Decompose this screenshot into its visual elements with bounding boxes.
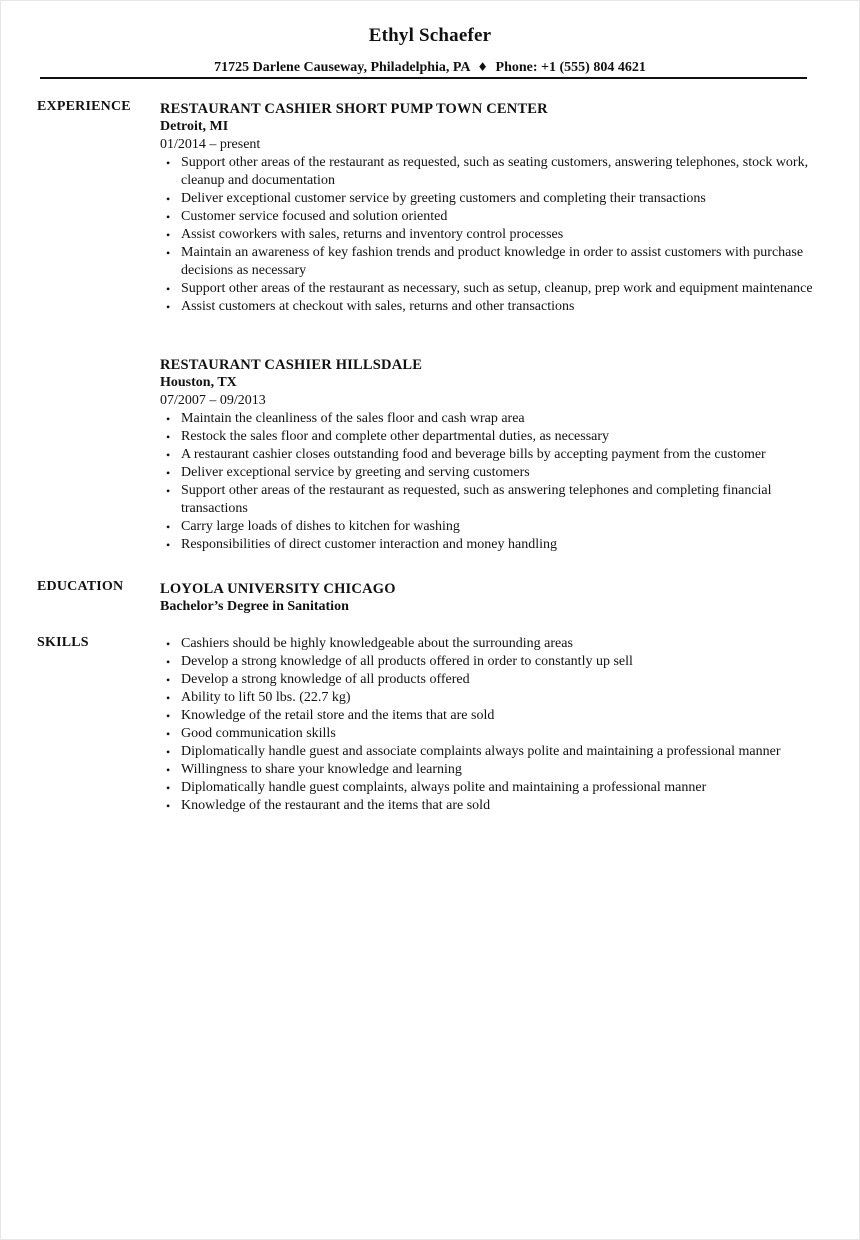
list-item: • Knowledge of the retail store and the items that are sold	[160, 707, 820, 725]
list-item: • Good communication skills	[160, 725, 820, 743]
contact-line	[1, 60, 859, 76]
skills-list	[160, 635, 820, 815]
list-item: • Diplomatically handle guest and associate complaints always polite and maintaining a professional manner	[160, 743, 820, 761]
list-item: • Ability to lift 50 lbs. (22.7 kg)	[160, 689, 820, 707]
list-item: • Cashiers should be highly knowledgeable about the surrounding areas	[160, 635, 820, 653]
school-name: LOYOLA UNIVERSITY CHICAGO	[160, 581, 396, 597]
list-item: • Carry large loads of dishes to kitchen for washing	[160, 518, 820, 536]
list-item: • Deliver exceptional service by greeting and serving customers	[160, 464, 820, 482]
job-bullets	[160, 410, 820, 554]
list-item: • Restock the sales floor and complete other departmental duties, as necessary	[160, 428, 820, 446]
list-item: • Develop a strong knowledge of all products offered in order to constantly up sell	[160, 653, 820, 671]
address: 71725 Darlene Causeway, Philadelphia, PA	[214, 60, 470, 75]
section-label-experience: EXPERIENCE	[37, 99, 131, 114]
list-item: • Responsibilities of direct customer interaction and money handling	[160, 536, 820, 554]
education-entry	[160, 580, 820, 616]
job-dates: 01/2014 – present	[160, 137, 261, 152]
job-entry	[160, 100, 820, 316]
job-entry	[160, 356, 820, 554]
job-title: RESTAURANT CASHIER HILLSDALE	[160, 357, 423, 373]
list-item: • Assist coworkers with sales, returns and inventory control processes	[160, 226, 820, 244]
phone: Phone: +1 (555) 804 4621	[495, 60, 646, 75]
list-item: • A restaurant cashier closes outstanding food and beverage bills by accepting payment from the customer	[160, 446, 820, 464]
job-title: RESTAURANT CASHIER SHORT PUMP TOWN CENTER	[160, 101, 548, 117]
job-dates: 07/2007 – 09/2013	[160, 393, 266, 408]
list-item: • Develop a strong knowledge of all products offered	[160, 671, 820, 689]
list-item: • Willingness to share your knowledge and learning	[160, 761, 820, 779]
list-item: • Support other areas of the restaurant as requested, such as answering telephones and completing financial transactions	[160, 482, 820, 518]
list-item: • Support other areas of the restaurant as necessary, such as setup, cleanup, prep work and equipment maintenance	[160, 280, 820, 298]
diamond-separator-icon: ♦	[477, 60, 489, 74]
list-item: • Maintain the cleanliness of the sales floor and cash wrap area	[160, 410, 820, 428]
list-item: • Support other areas of the restaurant as requested, such as seating customers, answering telephones, stock work, cleanup and documentation	[160, 154, 820, 190]
list-item: • Diplomatically handle guest complaints, always polite and maintaining a professional manner	[160, 779, 820, 797]
header-divider	[40, 77, 807, 79]
degree: Bachelor’s Degree in Sanitation	[160, 599, 349, 614]
candidate-name: Ethyl Schaefer	[368, 25, 492, 46]
job-bullets	[160, 154, 820, 316]
list-item: • Customer service focused and solution oriented	[160, 208, 820, 226]
list-item: • Maintain an awareness of key fashion trends and product knowledge in order to assist customers with purchase decisions as necessary	[160, 244, 820, 280]
section-label-skills: SKILLS	[37, 635, 89, 650]
job-location: Houston, TX	[160, 375, 237, 390]
list-item: • Deliver exceptional customer service by greeting customers and completing their transactions	[160, 190, 820, 208]
section-label-education: EDUCATION	[37, 579, 124, 594]
skills-list-container	[160, 635, 820, 815]
list-item: • Assist customers at checkout with sales, returns and other transactions	[160, 298, 820, 316]
list-item: • Knowledge of the restaurant and the items that are sold	[160, 797, 820, 815]
job-location: Detroit, MI	[160, 119, 229, 134]
